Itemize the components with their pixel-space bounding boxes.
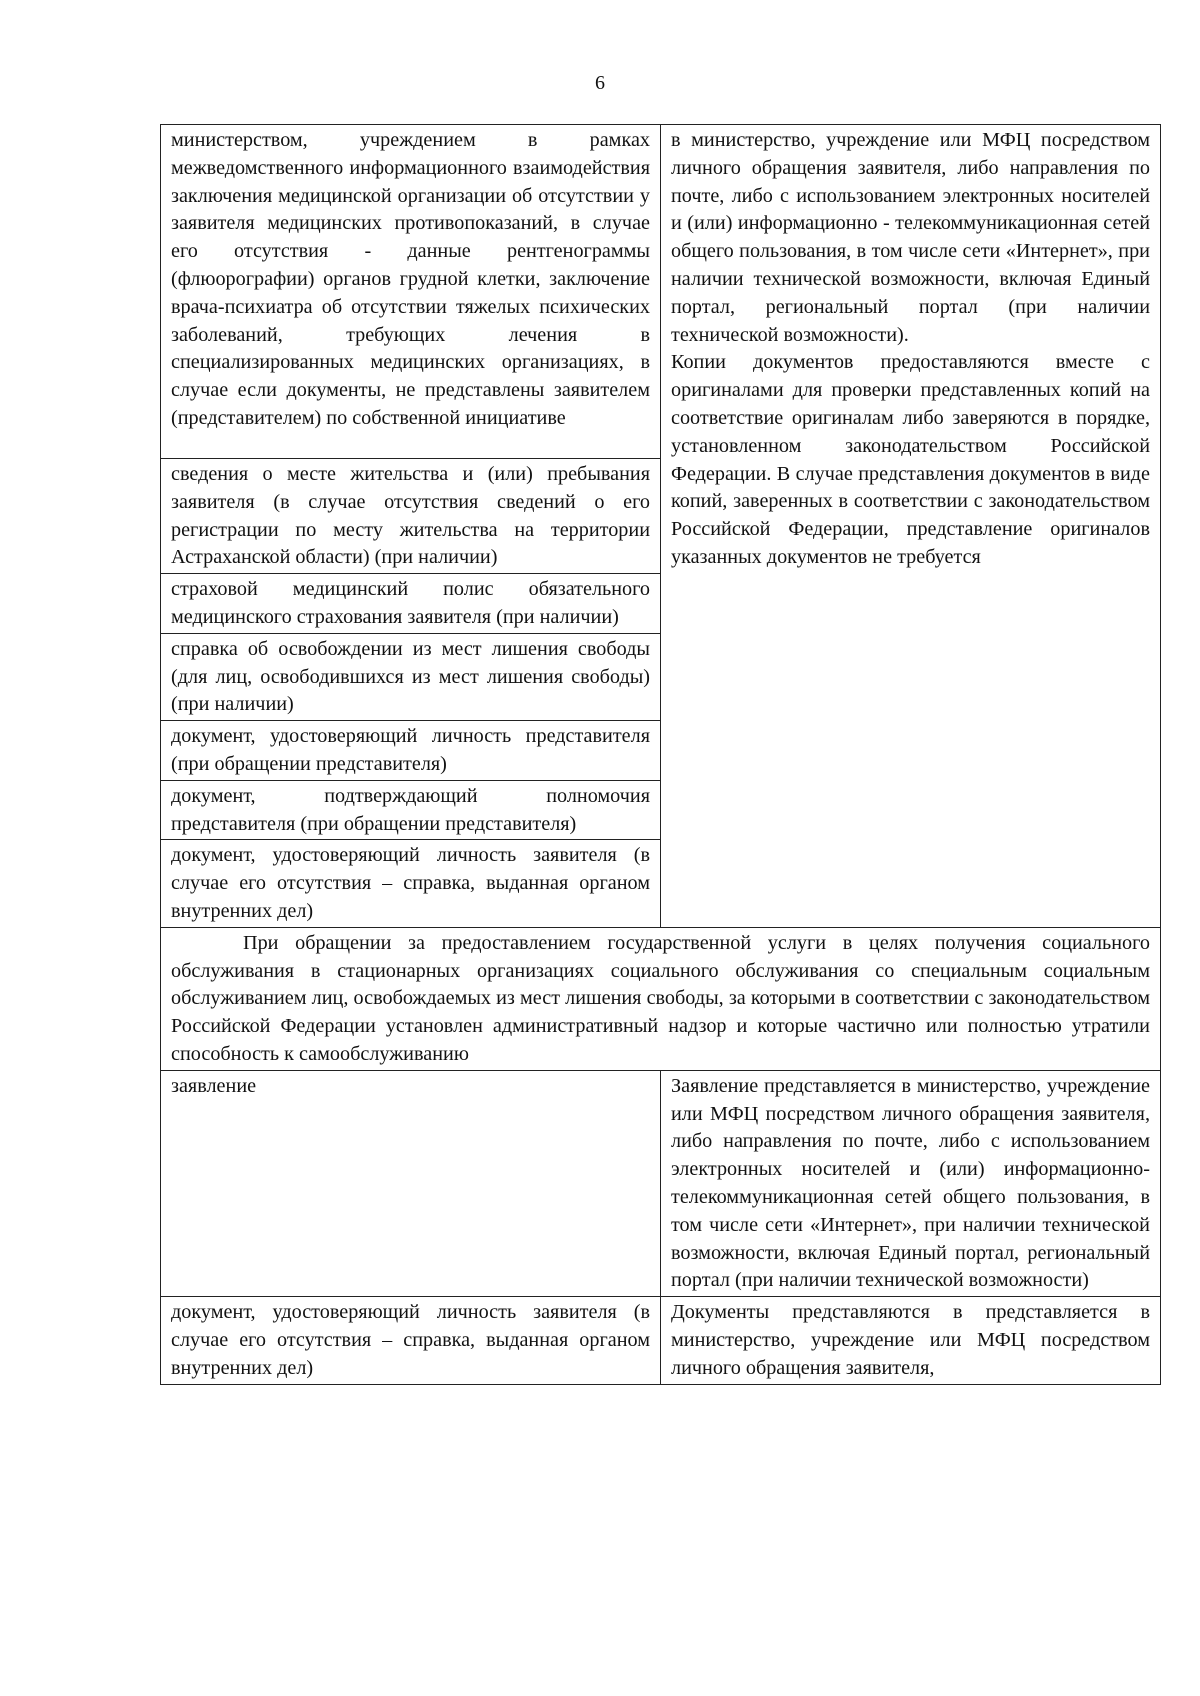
right-cell-submission bbox=[661, 125, 1161, 928]
table-row bbox=[161, 1070, 1161, 1296]
cell-text: документ, подтверждающий полномочия представителя (при обращении представителя) bbox=[171, 784, 650, 835]
left-cell-medical bbox=[161, 125, 661, 459]
copies-paragraph: Копии документов предоставляются вместе с оригиналами для проверки представленных копий на соответствие оригиналам либо заверяются в порядке, установленном законодательством Российской Федерации. В случае представления документов в виде копий, заверенных в соответствии с законодательством Российской Федерации, представление оригиналов указанных документов не требуется bbox=[671, 351, 1150, 568]
table-row bbox=[161, 125, 1161, 459]
section-heading: При обращении за предоставлением государственной услуги в целях получения социального обслуживания в стационарных организациях социального обслуживания со специальным социальным обслуживанием лиц, освобождаемых из мест лишения свободы, за которыми в соответствии с законодательством Российской Федерации установлен административный надзор и которые частично или полностью утратили способность к самообслуживанию bbox=[171, 931, 1150, 1065]
submission-paragraph: в министерство, учреждение или МФЦ посредством личного обращения заявителя, либо направления по почте, либо с использованием электронных носителей и (или) информационно - телекоммуникационная сетей общего пользования, в том числе сети «Интернет», при наличии технической возможности, включая Единый портал, региональный портал (при наличии технической возможности). bbox=[671, 129, 1150, 346]
section-heading-cell bbox=[161, 927, 1161, 1070]
cell-text: страховой медицинский полис обязательного медицинского страхования заявителя (при наличии) bbox=[171, 578, 650, 628]
left-cell-application bbox=[161, 1070, 661, 1296]
page-number: 6 bbox=[595, 72, 605, 94]
left-cell-insurance bbox=[161, 574, 661, 634]
left-cell-residence bbox=[161, 459, 661, 574]
cell-text: справка об освобождении из мест лишения свободы (для лиц, освободившихся из мест лишения свободы) (при наличии) bbox=[171, 637, 650, 716]
cell-text: документ, удостоверяющий личность заявителя (в случае его отсутствия – справка, выданная органом внутренних дел) bbox=[171, 1301, 650, 1379]
left-cell-representative-id bbox=[161, 721, 661, 781]
table-row bbox=[161, 927, 1161, 1070]
cell-text: документ, удостоверяющий личность представителя (при обращении представителя) bbox=[171, 725, 650, 775]
cell-text: заявление bbox=[171, 1074, 257, 1097]
cell-text: документ, удостоверяющий личность заявителя (в случае его отсутствия – справка, выданная органом внутренних дел) bbox=[171, 844, 650, 922]
cell-text: Документы представляются в представляется в министерство, учреждение или МФЦ посредством личного обращения заявителя, bbox=[671, 1301, 1150, 1379]
documents-table bbox=[160, 124, 1161, 1385]
cell-text: сведения о месте жительства и (или) пребывания заявителя (в случае отсутствия сведений о его регистрации по месту жительства на территории Астраханской области) (при наличии) bbox=[171, 463, 650, 569]
right-cell-application bbox=[661, 1070, 1161, 1296]
left-cell-representative-authority bbox=[161, 780, 661, 840]
cell-text: Заявление представляется в министерство, учреждение или МФЦ посредством личного обращения заявителя, либо направления по почте, либо с использованием электронных носителей и (или) информационно-телекоммуникационная сетей общего пользования, в том числе сети «Интернет», при наличии технической возможности, включая Единый портал, региональный портал (при наличии технической возможности) bbox=[671, 1074, 1150, 1292]
left-cell-applicant-id bbox=[161, 840, 661, 927]
left-cell-release-certificate bbox=[161, 633, 661, 720]
right-cell-identity bbox=[661, 1297, 1161, 1384]
left-cell-identity bbox=[161, 1297, 661, 1384]
cell-text: министерством, учреждением в рамках межведомственного информационного взаимодействия заключения медицинской организации об отсутствии у заявителя медицинских противопоказаний, в случае его отсутствия - данные рентгенограммы (флюорографии) органов грудной клетки, заключение врача-психиатра об отсутствии тяжелых психических заболеваний, требующих лечения в специализированных медицинских организациях, в случае если документы, не представлены заявителем (представителем) по собственной инициативе bbox=[171, 129, 650, 429]
table-row bbox=[161, 1297, 1161, 1384]
